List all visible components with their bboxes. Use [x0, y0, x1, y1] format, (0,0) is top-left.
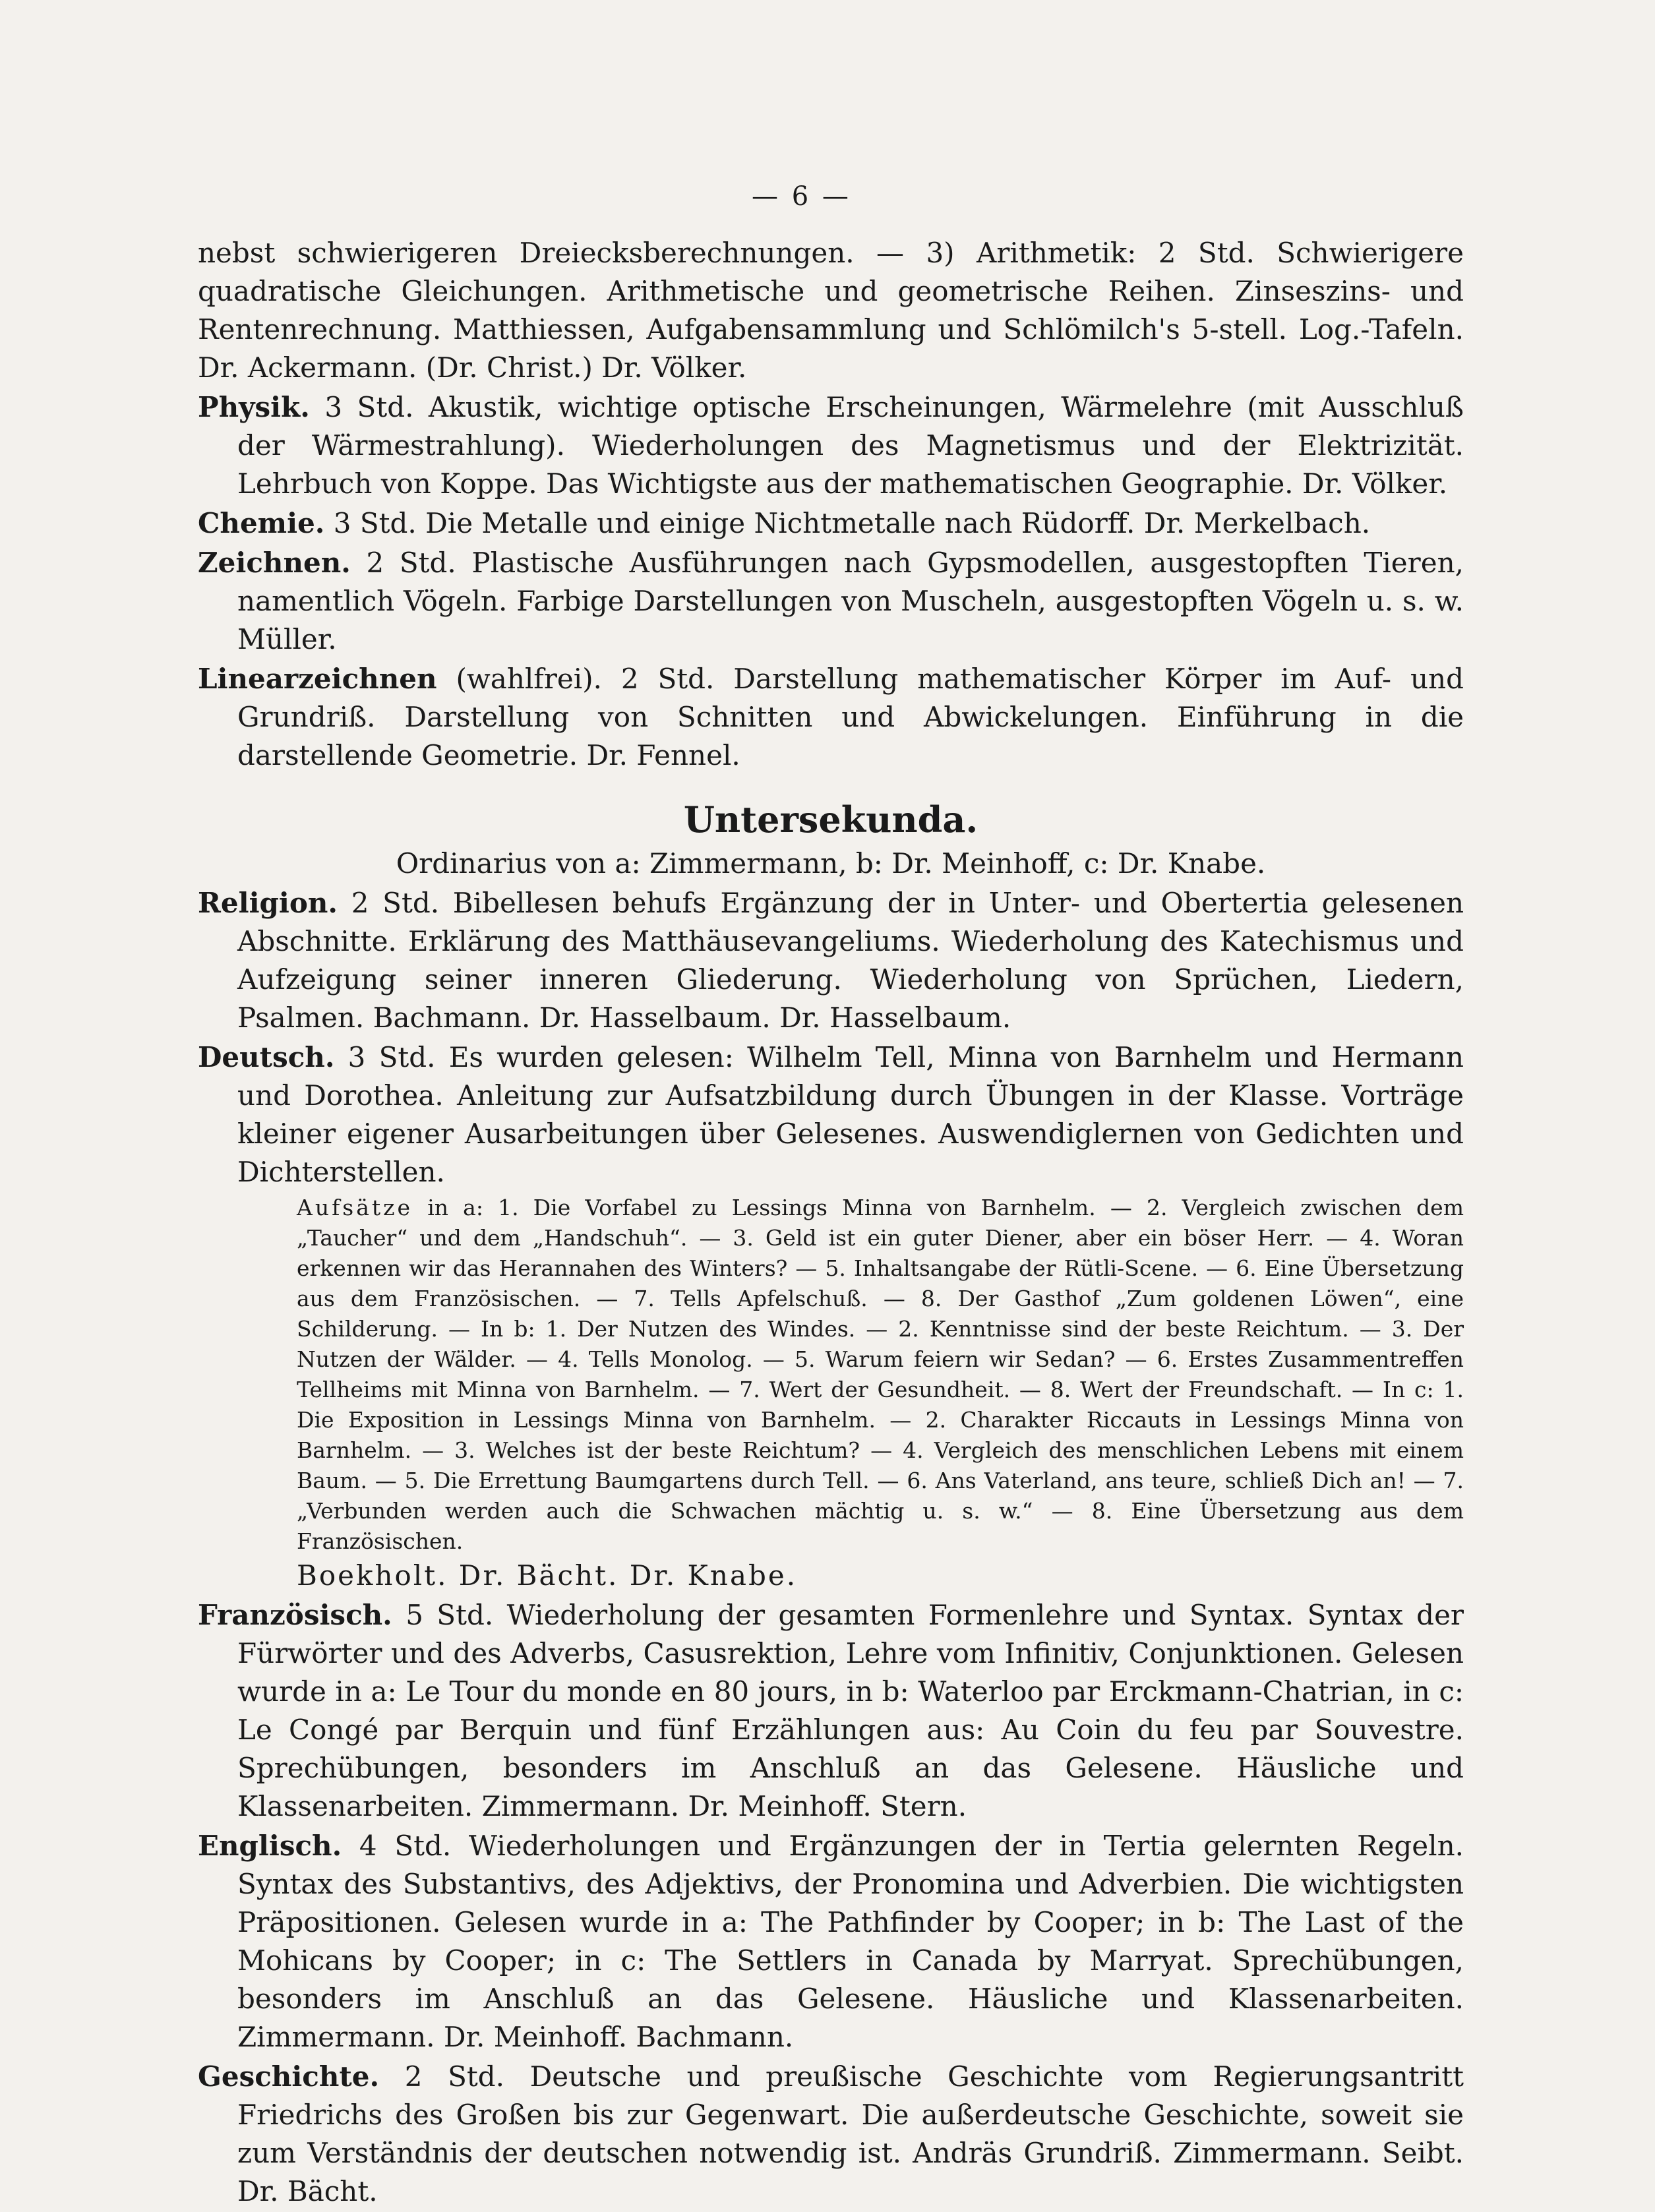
subject-geschichte [198, 2058, 1464, 2211]
ordinarius-line: Ordinarius von a: Zimmermann, b: Dr. Meinhoff, c: Dr. Knabe. [396, 847, 1266, 880]
document-body [198, 234, 1464, 2212]
subject-text: 2 Std. Plastische Ausführungen nach Gypsmodellen, ausgestopften Tieren, namentlich Vögeln. Farbige Darstellungen von Muscheln, ausgestopften Vögeln u. s. w. Müller. [237, 547, 1464, 655]
subject-text: 3 Std. Akustik, wichtige optische Erscheinungen, Wärmelehre (mit Ausschluß der Wärmestrahlung). Wiederholungen des Magnetismus und der Elektrizität. Lehrbuch von Koppe. Das Wichtigste aus der mathematischen Geographie. Dr. Völker. [237, 391, 1464, 500]
subject-englisch [198, 1827, 1464, 2056]
aufsaetze-list [198, 1193, 1464, 1557]
subject-heading: Zeichnen. [198, 547, 351, 579]
subject-heading: Englisch. [198, 1830, 342, 1862]
subject-heading: Physik. [198, 391, 310, 423]
subject-heading: Französisch. [198, 1599, 392, 1631]
subject-heading: Chemie. [198, 507, 325, 539]
subject-religion [198, 884, 1464, 1037]
subject-text: 3 Std. Es wurden gelesen: Wilhelm Tell, Minna von Barnhelm und Hermann und Dorothea. Anleitung zur Aufsatzbildung durch Übungen in der Klasse. Vorträge kleiner eigener Ausarbeitungen über Gelesenes. Auswendiglernen von Gedichten und Dichterstellen. [237, 1041, 1464, 1188]
subject-text: 4 Std. Wiederholungen und Ergänzungen der in Tertia gelernten Regeln. Syntax des Substantivs, des Adjektivs, der Pronomina und Adverbien. Die wichtigsten Präpositionen. Gelesen wurde in a: The Pathfinder by Cooper; in b: The Last of the Mohicans by Cooper; in c: The Settlers in Canada by Marryat. Sprechübungen, besonders im Anschluß an das Gelesene. Häusliche und Klassenarbeiten. Zimmermann. Dr. Meinhoff. Bachmann. [237, 1830, 1464, 2053]
subject-heading: Deutsch. [198, 1041, 335, 1073]
subject-text: 2 Std. Bibellesen behufs Ergänzung der in Unter- und Obertertia gelesenen Abschnitte. Erklärung des Matthäusevangeliums. Wiederholung des Katechismus und Aufzeigung seiner inneren Gliederung. Wiederholung von Sprüchen, Liedern, Psalmen. Bachmann. Dr. Hasselbaum. Dr. Hasselbaum. [237, 887, 1464, 1034]
subject-chemie [198, 504, 1464, 543]
deutsch-teachers: Boekholt. Dr. Bächt. Dr. Knabe. [297, 1559, 798, 1592]
subject-text: 2 Std. Deutsche und preußische Geschichte vom Regierungsantritt Friedrichs des Großen bis zur Gegenwart. Die außerdeutsche Geschichte, soweit sie zum Verständnis der deutschen notwendig ist. Andräs Grundriß. Zimmermann. Seibt. Dr. Bächt. [237, 2060, 1464, 2207]
aufsaetze-label: Aufsätze [297, 1195, 413, 1220]
aufsaetze-text: in a: 1. Die Vorfabel zu Lessings Minna von Barnhelm. — 2. Vergleich zwischen dem „Taucher“ und dem „Handschuh“. — 3. Geld ist ein guter Diener, aber ein böser Herr. — 4. Woran erkennen wir das Herannahen des Winters? — 5. Inhaltsangabe der Rütli-Scene. — 6. Eine Übersetzung aus dem Französischen. — 7. Tells Apfelschuß. — 8. Der Gasthof „Zum goldenen Löwen“, eine Schilderung. — In b: 1. Der Nutzen des Windes. — 2. Kenntnisse sind der beste Reichtum. — 3. Der Nutzen der Wälder. — 4. Tells Monolog. — 5. Warum feiern wir Sedan? — 6. Erstes Zusammentreffen Tellheims mit Minna von Barnhelm. — 7. Wert der Gesundheit. — 8. Wert der Freundschaft. — In c: 1. Die Exposition in Lessings Minna von Barnhelm. — 2. Charakter Riccauts in Lessings Minna von Barnhelm. — 3. Welches ist der beste Reichtum? — 4. Vergleich des menschlichen Lebens mit einem Baum. — 5. Die Errettung Baumgartens durch Tell. — 6. Ans Vaterland, ans teure, schließ Dich an! — 7. „Verbunden werden auch die Schwachen mächtig u. s. w.“ — 8. Eine Übersetzung aus dem Französischen. [297, 1195, 1464, 1554]
intro-paragraph: nebst schwierigeren Dreiecksberechnungen. — 3) Arithmetik: 2 Std. Schwierigere quadratische Gleichungen. Arithmetische und geometrische Reihen. Zinseszins- und Rentenrechnung. Matthiessen, Aufgabensammlung und Schlömilch's 5-stell. Log.-Tafeln. Dr. Ackermann. (Dr. Christ.) Dr. Völker. [198, 237, 1464, 384]
subject-linearzeichnen [198, 660, 1464, 775]
subject-physik [198, 388, 1464, 503]
subject-franzoesisch [198, 1596, 1464, 1826]
document-page [198, 181, 1464, 2207]
subject-text: 3 Std. Die Metalle und einige Nichtmetalle nach Rüdorff. Dr. Merkelbach. [324, 507, 1371, 539]
subject-text: (wahlfrei). 2 Std. Darstellung mathematischer Körper im Auf- und Grundriß. Darstellung von Schnitten und Abwickelungen. Einführung in die darstellende Geometrie. Dr. Fennel. [237, 663, 1464, 771]
subject-text: 5 Std. Wiederholung der gesamten Formenlehre und Syntax. Syntax der Fürwörter und des Adverbs, Casusrektion, Lehre vom Infinitiv, Conjunktionen. Gelesen wurde in a: Le Tour du monde en 80 jours, in b: Waterloo par Erckmann-Chatrian, in c: Le Congé par Berquin und fünf Erzählungen aus: Au Coin du feu par Souvestre. Sprechübungen, besonders im Anschluß an das Gelesene. Häusliche und Klassenarbeiten. Zimmermann. Dr. Meinhoff. Stern. [237, 1599, 1464, 1822]
page-number: — 6 — [752, 181, 851, 212]
subject-deutsch [198, 1038, 1464, 1191]
section-title: Untersekunda. [683, 798, 978, 841]
subject-heading: Geschichte. [198, 2060, 380, 2093]
subject-heading: Religion. [198, 887, 338, 919]
subject-zeichnen [198, 544, 1464, 659]
subject-heading: Linearzeichnen [198, 663, 437, 695]
